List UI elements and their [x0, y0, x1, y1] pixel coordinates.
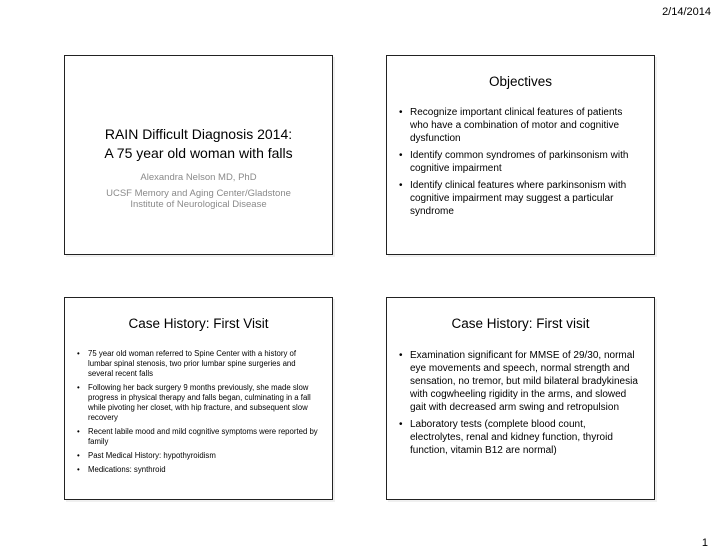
list-item: • Medications: synthroid	[77, 465, 318, 475]
slide-4-case-history-exam	[386, 297, 655, 500]
bullet-list	[399, 106, 636, 222]
page-date: 2/14/2014	[662, 6, 711, 18]
slide-title: Objectives	[488, 74, 553, 89]
list-item: • Recognize important clinical features of patients who have a combination of motor and cognitive dysfunction	[399, 106, 636, 145]
slide-title: Case History: First Visit	[128, 316, 269, 331]
list-item: • 75 year old woman referred to Spine Center with a history of lumbar spinal stenosis, two prior lumbar spine surgeries and several recent falls	[77, 349, 318, 379]
title-line-2: A 75 year old woman with falls	[104, 145, 293, 161]
slide-2-objectives	[386, 55, 655, 255]
list-item: • Laboratory tests (complete blood count, electrolytes, renal and kidney function, thyroid function, vitamin B12 are normal)	[399, 418, 638, 457]
page-number: 1	[701, 537, 708, 549]
list-item: • Identify common syndromes of parkinsonism with cognitive impairment	[399, 149, 636, 175]
list-item: • Following her back surgery 9 months previously, she made slow progress in physical therapy and falls began, culminating in a fall while pivoting her closet, with hip fracture, and subsequent slow recovery	[77, 383, 318, 423]
slide-3-case-history	[64, 297, 333, 500]
presentation-title	[75, 125, 322, 163]
list-item: • Past Medical History: hypothyroidism	[77, 451, 318, 461]
list-item: • Recent labile mood and mild cognitive symptoms were reported by family	[77, 427, 318, 447]
bullet-list	[77, 349, 318, 479]
title-line-1: RAIN Difficult Diagnosis 2014:	[104, 126, 293, 142]
slide-1-title	[64, 55, 333, 255]
list-item: • Examination significant for MMSE of 29/30, normal eye movements and speech, normal strength and sensation, no tremor, but mild bilateral bradykinesia with cogwheeling rigidity in the arms, and slowed gait with decreased arm swing and retropulsion	[399, 349, 638, 414]
author-affiliation: UCSF Memory and Aging Center/Gladstone Institute of Neurological Disease	[106, 188, 291, 210]
bullet-list	[399, 349, 638, 461]
author-name: Alexandra Nelson MD, PhD	[140, 172, 257, 183]
title-block	[65, 125, 332, 210]
slide-title: Case History: First visit	[451, 316, 590, 331]
list-item: • Identify clinical features where parkinsonism with cognitive impairment may suggest a particular syndrome	[399, 179, 636, 218]
